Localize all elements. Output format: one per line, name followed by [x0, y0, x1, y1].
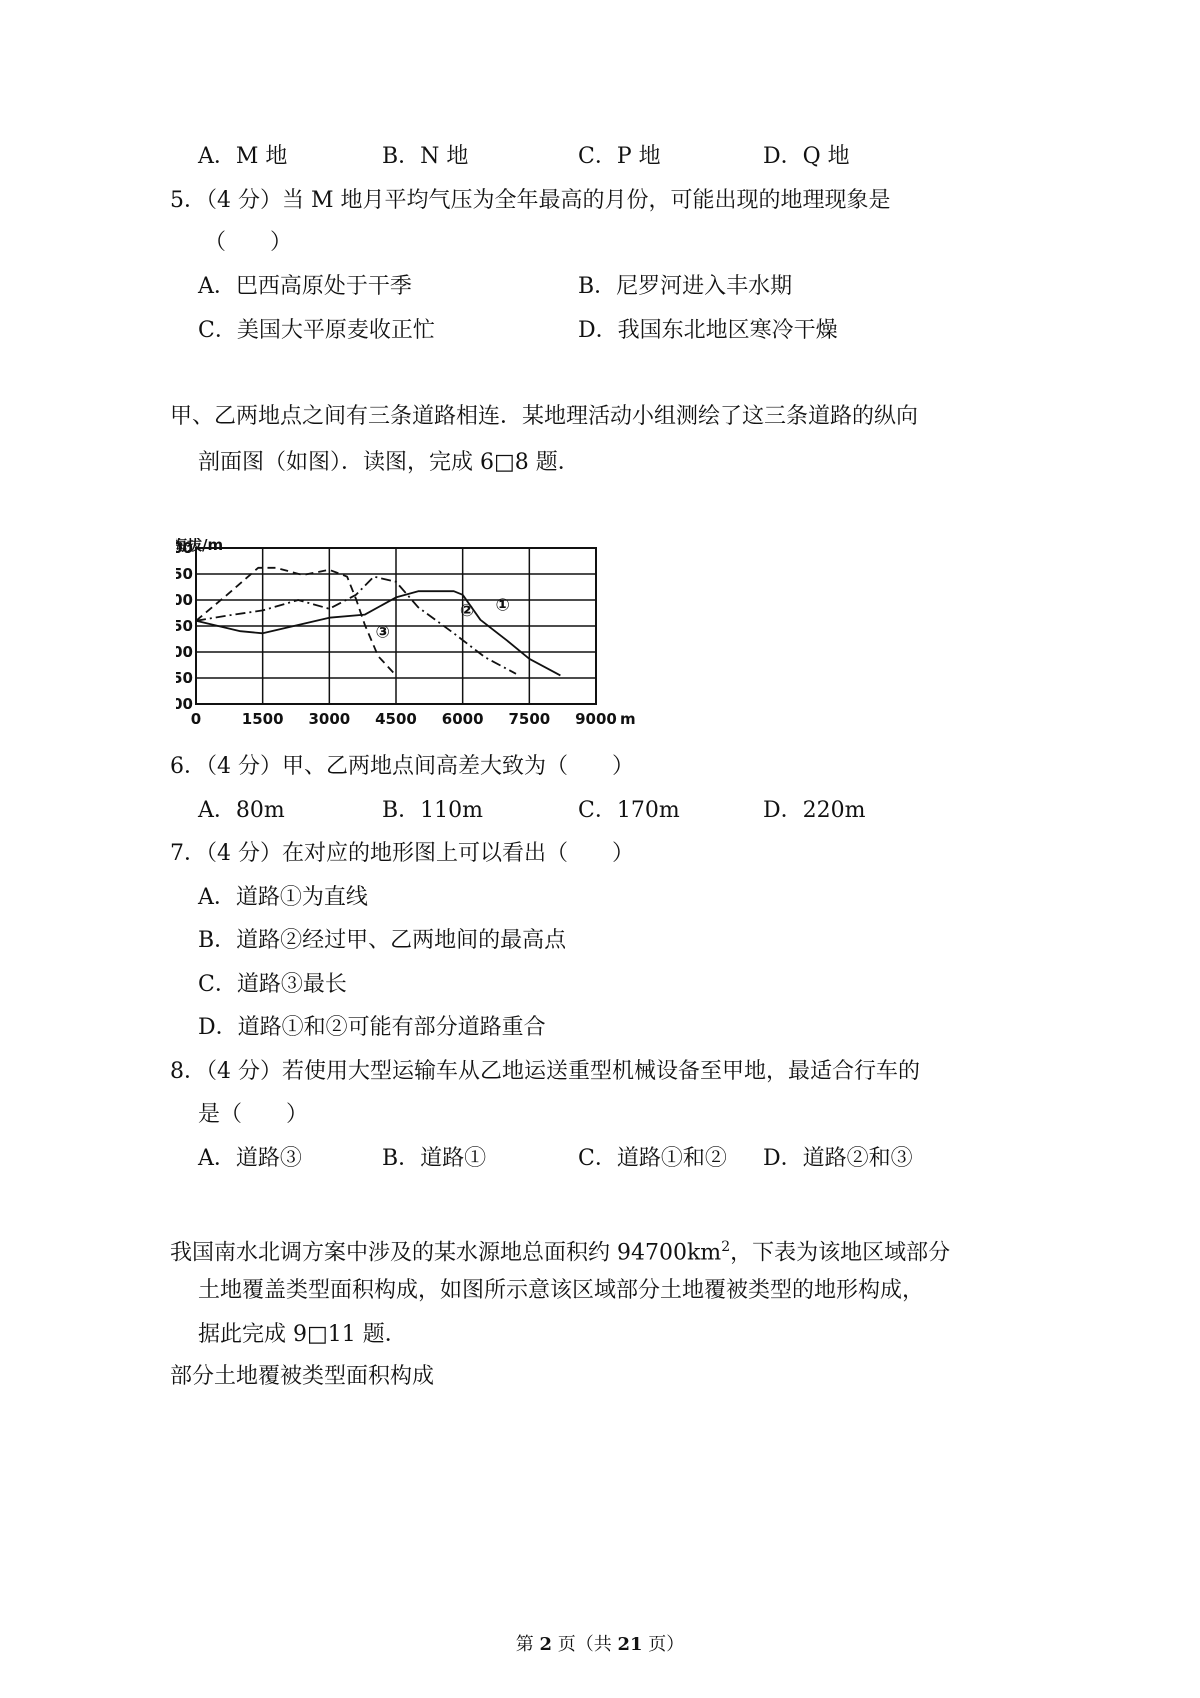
x-tick-label: 1500	[241, 710, 284, 728]
q7-stem: 7．（4 分）在对应的地形图上可以看出（ ）	[170, 841, 634, 866]
x-unit-label: m	[620, 710, 636, 728]
q6-option-b: B．110m	[382, 798, 484, 823]
series-line-2	[196, 577, 516, 674]
q7-option-b: B．道路②经过甲、乙两地间的最高点	[198, 928, 567, 953]
x-tick-label: 3000	[308, 710, 351, 728]
table-caption: 部分土地覆被类型面积构成	[170, 1364, 435, 1389]
q8-stem: 8．（4 分）若使用大型运输车从乙地运送重型机械设备至甲地，最适合行车的	[170, 1059, 920, 1084]
footer-post: 页）	[642, 1634, 685, 1655]
q7-option-d: D．道路①和②可能有部分道路重合	[198, 1015, 546, 1040]
q8-option-b: B．道路①	[382, 1146, 487, 1171]
footer-mid: 页（共	[552, 1634, 618, 1655]
q6-option-a: A．80m	[198, 798, 285, 823]
q4-option-b: B．N 地	[382, 144, 469, 169]
y-tick-label: 00	[176, 539, 193, 557]
q4-option-a: A．M 地	[198, 144, 288, 169]
q5-option-d: D．我国东北地区寒冷干燥	[578, 318, 838, 343]
passage2-line1-b: ，下表为该地区域部分	[730, 1240, 951, 1266]
q8-option-a: A．道路③	[198, 1146, 302, 1171]
x-tick-label: 9000	[575, 710, 617, 728]
footer-pre: 第	[515, 1634, 540, 1655]
q6-stem: 6．（4 分）甲、乙两地点间高差大致为（ ）	[170, 754, 634, 779]
q7-option-a: A．道路①为直线	[198, 885, 368, 910]
y-tick-label: 50	[176, 565, 193, 583]
x-tick-label: 4500	[375, 710, 417, 728]
passage2-line1	[170, 1232, 950, 1268]
passage2-line2: 土地覆盖类型面积构成，如图所示意该区域部分土地覆被类型的地形构成，	[198, 1278, 925, 1303]
q5-option-b: B．尼罗河进入丰水期	[578, 274, 793, 299]
q8-stem-cont: 是（ ）	[198, 1102, 309, 1127]
q4-option-c: C．P 地	[578, 144, 661, 169]
passage2-line3: 据此完成 9□11 题．	[198, 1322, 407, 1347]
q6-option-c: C．170m	[578, 798, 680, 823]
series-label-2: ②	[459, 601, 475, 622]
superscript-2: 2	[721, 1239, 731, 1255]
q5-paren: （ ）	[204, 230, 293, 255]
x-tick-label: 7500	[508, 710, 551, 728]
footer-page-number: 2	[539, 1634, 552, 1655]
q5-option-c: C．美国大平原麦收正忙	[198, 318, 435, 343]
q5-option-a: A．巴西高原处于干季	[198, 274, 412, 299]
y-tick-label: 00	[176, 695, 193, 713]
passage1-line1: 甲、乙两地点之间有三条道路相连．某地理活动小组测绘了这三条道路的纵向	[170, 404, 919, 429]
q7-option-c: C．道路③最长	[198, 972, 347, 997]
y-tick-label: 00	[176, 643, 193, 661]
footer-total-pages: 21	[617, 1634, 643, 1655]
series-label-1: ①	[495, 595, 510, 616]
x-tick-label: 6000	[441, 710, 484, 728]
q4-option-d: D．Q 地	[763, 144, 850, 169]
page-footer	[0, 1630, 1200, 1656]
passage2-line1-a: 我国南水北调方案中涉及的某水源地总面积约 94700km	[170, 1240, 722, 1266]
y-axis-label: 海拔/m	[176, 538, 224, 554]
q8-option-d: D．道路②和③	[763, 1146, 913, 1171]
y-tick-label: 50	[176, 669, 193, 687]
q6-option-d: D．220m	[763, 798, 866, 823]
series-label-3: ③	[375, 622, 390, 643]
y-tick-label: 50	[176, 617, 193, 635]
passage1-line2: 剖面图（如图）．读图，完成 6□8 题．	[198, 450, 580, 475]
y-tick-label: 00	[176, 591, 193, 609]
x-tick-label: 0	[190, 710, 202, 728]
q8-option-c: C．道路①和②	[578, 1146, 727, 1171]
q5-stem: 5．（4 分）当 M 地月平均气压为全年最高的月份，可能出现的地理现象是	[170, 188, 891, 213]
